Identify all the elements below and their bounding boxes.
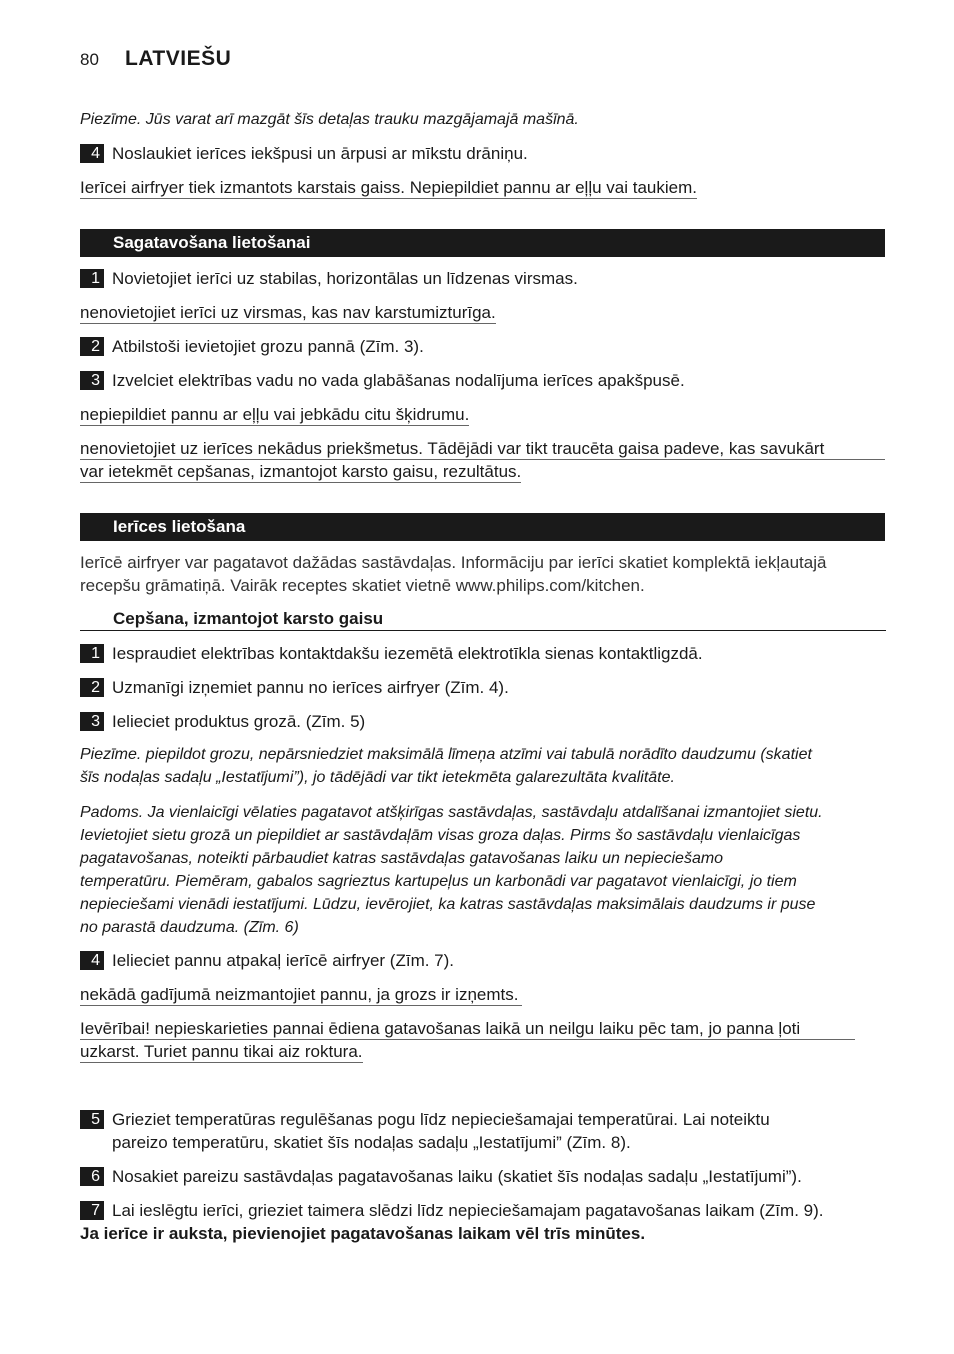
step-number: 1 bbox=[80, 269, 104, 288]
step-number: 3 bbox=[80, 371, 104, 390]
warning-text-line1: nenovietojiet uz ierīces nekādus priekšmetus. Tādējādi var tikt traucēta gaisa padeve, kas savukārt bbox=[80, 438, 885, 460]
step-text-line2: pareizo temperatūru, skatiet šīs nodaļas sadaļu „Iestatījumi” (Zīm. 8). bbox=[112, 1133, 631, 1152]
usage-intro bbox=[80, 551, 826, 597]
step-text: Iespraudiet elektrības kontaktdakšu iezemētā elektrotīkla sienas kontaktligzdā. bbox=[112, 644, 703, 663]
usage-warning-hot-pan bbox=[80, 1017, 855, 1063]
step-text: Nosakiet pareizu sastāvdaļas pagatavošanas laiku (skatiet šīs nodaļas sadaļu „Iestatījumi”). bbox=[112, 1167, 802, 1186]
note-basket-fill bbox=[80, 743, 812, 789]
step-number: 6 bbox=[80, 1167, 104, 1186]
warning-text: nekādā gadījumā neizmantojiet pannu, ja grozs ir izņemts. bbox=[80, 984, 522, 1006]
usage-step-1 bbox=[80, 642, 703, 665]
prep-step-2 bbox=[80, 335, 424, 358]
tip-separator bbox=[80, 801, 823, 939]
usage-warning-basket bbox=[80, 983, 522, 1006]
warning-text-line1: Ievērībai! nepieskarieties pannai ēdiena gatavošanas laikā un neilgu laiku pēc tam, jo panna ļoti bbox=[80, 1018, 855, 1040]
tip-line6: no parastā daudzuma. (Zīm. 6) bbox=[80, 919, 299, 936]
step-4-wipe bbox=[80, 142, 528, 165]
step-number: 4 bbox=[80, 951, 104, 970]
step-text: Ielieciet produktus grozā. (Zīm. 5) bbox=[112, 712, 366, 731]
prep-warning-objects bbox=[80, 437, 885, 483]
prep-warning-oil bbox=[80, 403, 469, 426]
step-number: 2 bbox=[80, 678, 104, 697]
step-text: Novietojiet ierīci uz stabilas, horizontālas un līdzenas virsmas. bbox=[112, 269, 578, 288]
step-text: Lai ieslēgtu ierīci, grieziet taimera slēdzi līdz nepieciešamajam pagatavošanas laikam (Zīm. 9). bbox=[112, 1201, 824, 1220]
note-dishwasher: Piezīme. Jūs varat arī mazgāt šīs detaļas trauku mazgājamajā mašīnā. bbox=[80, 111, 579, 128]
usage-step-6 bbox=[80, 1165, 802, 1188]
intro-line1: Ierīcē airfryer var pagatavot dažādas sastāvdaļas. Informāciju par ierīci skatiet komplektā iekļautajā bbox=[80, 553, 827, 572]
prep-step-3 bbox=[80, 369, 685, 392]
section-preparation-title: Sagatavošana lietošanai bbox=[80, 229, 885, 257]
step-number: 3 bbox=[80, 712, 104, 731]
step-text: Atbilstoši ievietojiet grozu pannā (Zīm. 3). bbox=[112, 337, 424, 356]
language-heading: LATVIEŠU bbox=[125, 47, 232, 70]
step-text: Ielieciet pannu atpakaļ ierīcē airfryer (Zīm. 7). bbox=[112, 951, 455, 970]
cold-device-note: Ja ierīce ir auksta, pievienojiet pagatavošanas laikam vēl trīs minūtes. bbox=[80, 1224, 646, 1243]
note-line1: Piezīme. piepildot grozu, nepārsniedziet maksimālā līmeņa atzīmi vai tabulā norādīto daudzumu (skatiet bbox=[80, 746, 812, 763]
usage-step-2 bbox=[80, 676, 509, 699]
intro-line2: recepšu grāmatiņā. Vairāk receptes skatiet vietnē www.philips.com/kitchen. bbox=[80, 576, 645, 595]
prep-step-1 bbox=[80, 267, 578, 290]
step-number: 1 bbox=[80, 644, 104, 663]
prep-warning-surface bbox=[80, 301, 496, 324]
tip-line5: nepieciešami vienādi iestatījumi. Lūdzu, ievērojiet, ka katras sastāvdaļas maksimālais daudzums ir puse bbox=[80, 896, 816, 913]
step-number: 5 bbox=[80, 1110, 104, 1129]
note-line2: šīs nodaļas sadaļu „Iestatījumi”), jo tādējādi var tikt ietekmēta galarezultāta kvalitāte. bbox=[80, 769, 675, 786]
tip-line3: pagatavošanas, noteikti pārbaudiet katras sastāvdaļas gatavošanas laiku un nepieciešamo bbox=[80, 850, 724, 867]
warning-text: Ierīcei airfryer tiek izmantots karstais gaiss. Nepiepildiet pannu ar eļļu vai taukiem. bbox=[80, 178, 697, 197]
tip-line2: Ievietojiet sietu grozā un piepildiet ar sastāvdaļām visas groza daļas. Pirms šo sastāvdaļu vienlaicīgas bbox=[80, 827, 801, 844]
warning-text-line2: uzkarst. Turiet pannu tikai aiz roktura. bbox=[80, 1042, 363, 1061]
usage-step-5 bbox=[80, 1108, 770, 1154]
subsection-hot-air-title: Cepšana, izmantojot karsto gaisu bbox=[80, 607, 886, 631]
warning-text: nenovietojiet ierīci uz virsmas, kas nav karstumizturīga. bbox=[80, 303, 496, 322]
usage-step-4 bbox=[80, 949, 454, 972]
usage-step-3 bbox=[80, 710, 365, 733]
section-usage-title: Ierīces lietošana bbox=[80, 513, 885, 541]
step-text: Izvelciet elektrības vadu no vada glabāšanas nodalījuma ierīces apakšpusē. bbox=[112, 371, 685, 390]
step-text-line1: Grieziet temperatūras regulēšanas pogu līdz nepieciešamajai temperatūrai. Lai noteiktu bbox=[112, 1110, 770, 1129]
tip-line4: temperatūru. Piemēram, gabalos sagrieztus kartupeļus un karbonādi var pagatavot vienlaicīgi, jo tiem bbox=[80, 873, 797, 890]
warning-text-line2: var ietekmēt cepšanas, izmantojot karsto gaisu, rezultātus. bbox=[80, 462, 522, 481]
step-number: 4 bbox=[80, 144, 104, 163]
step-number: 7 bbox=[80, 1201, 104, 1220]
warning-hot-air bbox=[80, 176, 697, 199]
step-text: Uzmanīgi izņemiet pannu no ierīces airfryer (Zīm. 4). bbox=[112, 678, 509, 697]
warning-text: nepiepildiet pannu ar eļļu vai jebkādu citu šķidrumu. bbox=[80, 405, 470, 424]
step-text: Noslaukiet ierīces iekšpusi un ārpusi ar mīkstu drāniņu. bbox=[112, 144, 528, 163]
tip-line1: Padoms. Ja vienlaicīgi vēlaties pagatavot atšķirīgas sastāvdaļas, sastāvdaļu atdalīšanai izmantojiet sietu. bbox=[80, 804, 823, 821]
step-number: 2 bbox=[80, 337, 104, 356]
usage-step-7 bbox=[80, 1199, 823, 1222]
page-number: 80 bbox=[80, 50, 99, 69]
